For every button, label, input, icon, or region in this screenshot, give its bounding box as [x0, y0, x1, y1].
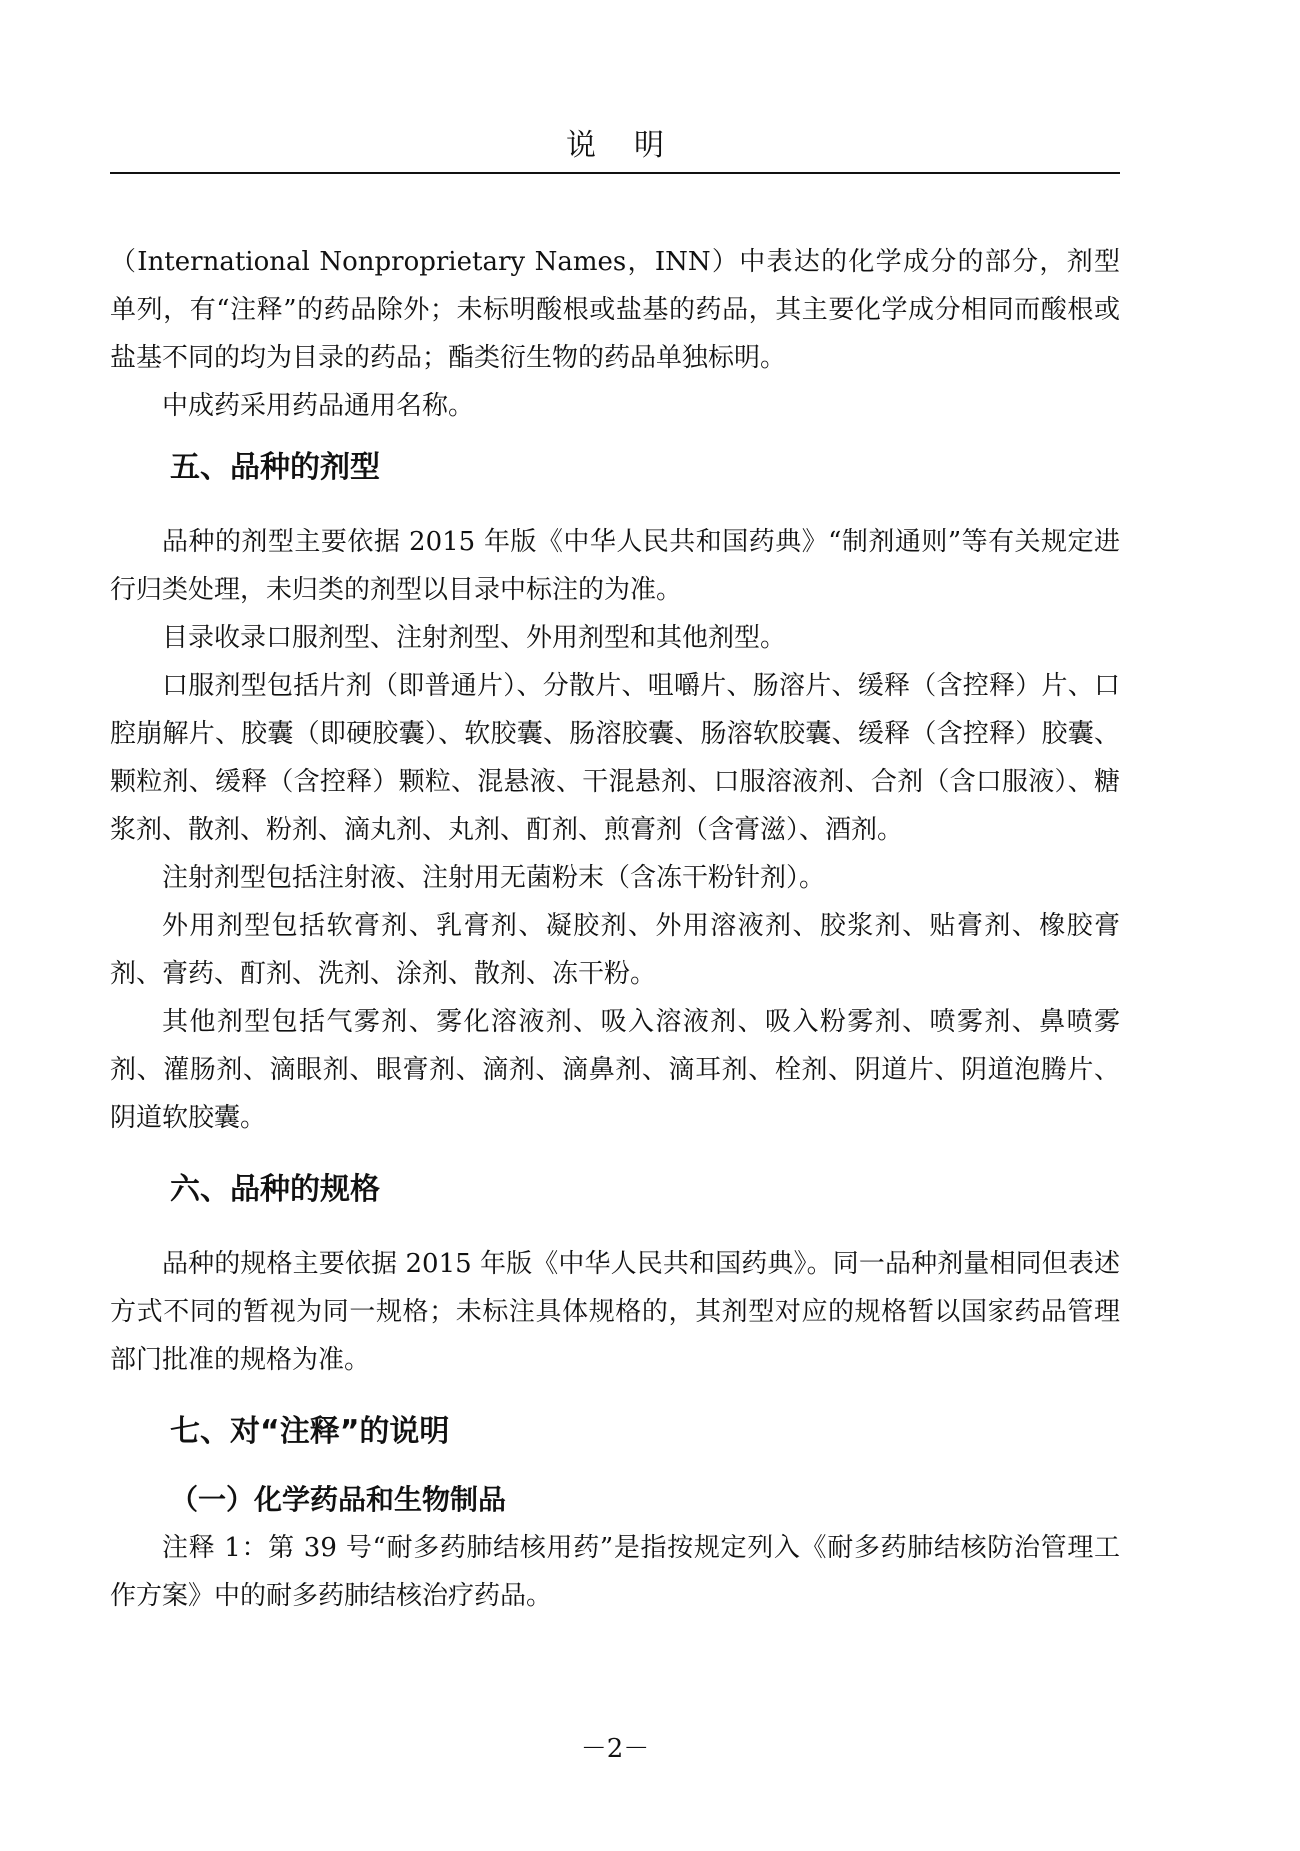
paragraph-dosage-basis: 品种的剂型主要依据 2015 年版《中华人民共和国药典》“制剂通则”等有关规定进行归类处理，未归类的剂型以目录中标注的为准。 [110, 527, 1120, 605]
header-rule [110, 172, 1120, 174]
page-header-title: 说明 [566, 128, 702, 163]
paragraph-inn-continuation: （International Nonproprietary Names，INN）中表达的化学成分的部分，剂型单列，有“注释”的药品除外；未标明酸根或盐基的药品，其主要化学成分相同而酸根或盐基不同的均为目录的药品；酯类衍生物的药品单独标明。 [110, 247, 1120, 373]
document-body [110, 238, 1120, 1620]
section-heading-dosage-forms: 五、品种的剂型 [170, 450, 380, 485]
paragraph-injection-forms: 注射剂型包括注射液、注射用无菌粉末（含冻干粉针剂）。 [162, 863, 826, 893]
paragraph-oral-forms: 口服剂型包括片剂（即普通片）、分散片、咀嚼片、肠溶片、缓释（含控释）片、口腔崩解片、胶囊（即硬胶囊）、软胶囊、肠溶胶囊、肠溶软胶囊、缓释（含控释）胶囊、颗粒剂、缓释（含控释）颗粒、混悬液、干混悬剂、口服溶液剂、合剂（含口服液）、糖浆剂、散剂、粉剂、滴丸剂、丸剂、酊剂、煎膏剂（含膏滋）、酒剂。 [110, 671, 1120, 845]
paragraph-other-forms: 其他剂型包括气雾剂、雾化溶液剂、吸入溶液剂、吸入粉雾剂、喷雾剂、鼻喷雾剂、灌肠剂、滴眼剂、眼膏剂、滴剂、滴鼻剂、滴耳剂、栓剂、阴道片、阴道泡腾片、阴道软胶囊。 [110, 1007, 1120, 1133]
section-heading-notes: 七、对“注释”的说明 [170, 1414, 450, 1449]
paragraph-specifications: 品种的规格主要依据 2015 年版《中华人民共和国药典》。同一品种剂量相同但表述方式不同的暂视为同一规格；未标注具体规格的，其剂型对应的规格暂以国家药品管理部门批准的规格为准。 [110, 1249, 1120, 1375]
paragraph-dosage-categories: 目录收录口服剂型、注射剂型、外用剂型和其他剂型。 [162, 623, 787, 653]
page-number: －2－ [580, 1734, 650, 1764]
paragraph-note-1: 注释 1：第 39 号“耐多药肺结核用药”是指按规定列入《耐多药肺结核防治管理工作方案》中的耐多药肺结核治疗药品。 [110, 1533, 1120, 1611]
paragraph-tcm-names: 中成药采用药品通用名称。 [162, 391, 475, 421]
paragraph-external-forms: 外用剂型包括软膏剂、乳膏剂、凝胶剂、外用溶液剂、胶浆剂、贴膏剂、橡胶膏剂、膏药、酊剂、洗剂、涂剂、散剂、冻干粉。 [110, 911, 1120, 989]
section-heading-specifications: 六、品种的规格 [170, 1172, 380, 1207]
subheading-chemical-biological: （一）化学药品和生物制品 [170, 1483, 507, 1516]
